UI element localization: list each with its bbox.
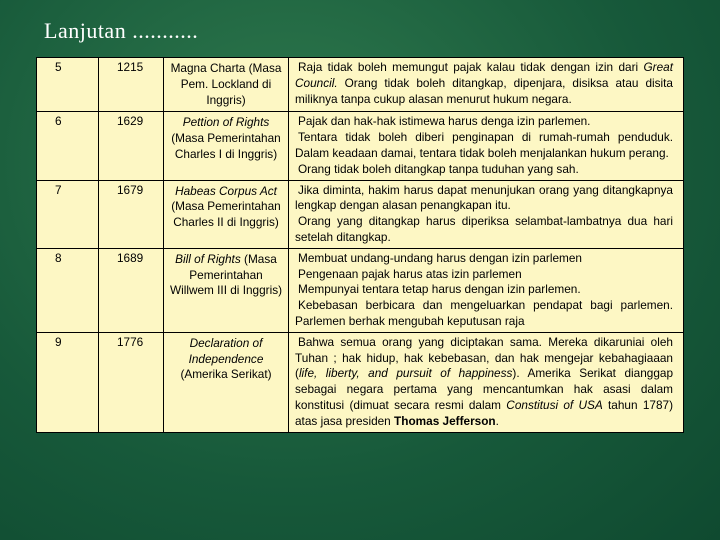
desc-paragraph: Orang tidak boleh ditangkap tanpa tuduhan yang sah.	[298, 161, 579, 176]
table-row	[37, 58, 684, 112]
table-row	[37, 180, 684, 248]
row-number: 6	[37, 112, 99, 180]
row-description	[289, 332, 684, 432]
row-year: 1629	[99, 112, 164, 180]
desc-text: Raja tidak boleh memungut pajak kalau tidak dengan izin dari	[298, 60, 644, 74]
desc-italic: life, liberty, and pursuit of happiness	[298, 366, 513, 381]
desc-text: ). Amerika Serikat dianggap sebagai negara pertama yang mencantumkan hak asasi dalam konstitusi (dimuat secara resmi dalam	[295, 366, 674, 412]
desc-italic: Constitusi of USA	[506, 397, 603, 412]
desc-paragraph: Pajak dan hak-hak istimewa harus denga izin parlemen.	[298, 114, 591, 129]
desc-paragraph: Membuat undang-undang harus dengan izin parlemen	[298, 250, 582, 265]
row-number: 8	[37, 248, 99, 332]
desc-paragraph: Pengenaan pajak harus atas izin parlemen	[298, 266, 522, 281]
event-plain: (Masa Pemerintahan Charles II di Inggris)	[171, 199, 281, 230]
desc-text: .	[495, 413, 499, 428]
table-row	[37, 112, 684, 180]
desc-text: tahun 1787) atas jasa presiden	[295, 397, 674, 428]
row-description	[289, 112, 684, 180]
desc-text: Orang tidak boleh ditangkap, dipenjara, disiksa atau disita miliknya tanpa cukup alasan menurut hukum negara.	[295, 75, 673, 106]
desc-text: Bahwa semua orang yang diciptakan sama. Mereka dikaruniai oleh Tuhan ; hak hidup, hak kebebasan, dan hak mengejar kebahagiaaan (	[295, 334, 673, 381]
event-italic: Pettion of Rights	[182, 115, 270, 130]
desc-italic: Great Council.	[295, 60, 673, 90]
history-table	[36, 57, 684, 433]
row-event	[164, 112, 289, 180]
event-italic: Habeas Corpus Act	[175, 183, 277, 198]
row-description	[289, 180, 684, 248]
desc-paragraph: Kebebasan berbicara dan mengeluarkan pendapat bagi parlemen. Parlemen berhak mengubah keputusan raja	[295, 298, 673, 328]
row-year: 1776	[99, 332, 164, 432]
table-row	[37, 332, 684, 432]
event-plain: (Amerika Serikat)	[180, 367, 272, 382]
event-italic: Bill of Rights	[175, 251, 241, 266]
row-year: 1215	[99, 58, 164, 112]
row-number: 5	[37, 58, 99, 112]
row-event	[164, 248, 289, 332]
row-description	[289, 58, 684, 112]
slide-title: Lanjutan ...........	[44, 18, 199, 43]
event-plain: (Masa Pemerintahan Willwem III di Inggris)	[169, 251, 283, 298]
desc-paragraph: Tentara tidak boleh diberi penginapan di rumah-rumah penduduk. Dalam keadaan damai, tentara tidak boleh menjalankan hukum perang.	[295, 130, 673, 160]
desc-paragraph: Mempunyai tentara tetap harus dengan izin parlemen.	[298, 282, 581, 297]
row-event	[164, 180, 289, 248]
event-italic: Declaration of Independence	[188, 335, 264, 366]
row-number: 7	[37, 180, 99, 248]
desc-paragraph: Jika diminta, hakim harus dapat menunjukan orang yang ditangkapnya lengkap dengan alasan penangkapan itu.	[295, 182, 673, 213]
desc-bold: Thomas Jefferson	[394, 413, 496, 428]
event-plain: Magna Charta (Masa Pem. Lockland di Inggris)	[170, 61, 282, 107]
row-description	[289, 248, 684, 332]
row-event	[164, 58, 289, 112]
row-year: 1689	[99, 248, 164, 332]
row-year: 1679	[99, 180, 164, 248]
desc-paragraph: Orang yang ditangkap harus diperiksa selambat-lambatnya dua hari setelah ditangkap.	[295, 214, 673, 244]
event-plain: (Masa Pemerintahan Charles I di Inggris)	[171, 131, 281, 161]
row-event	[164, 332, 289, 432]
row-number: 9	[37, 332, 99, 432]
table-row	[37, 248, 684, 332]
